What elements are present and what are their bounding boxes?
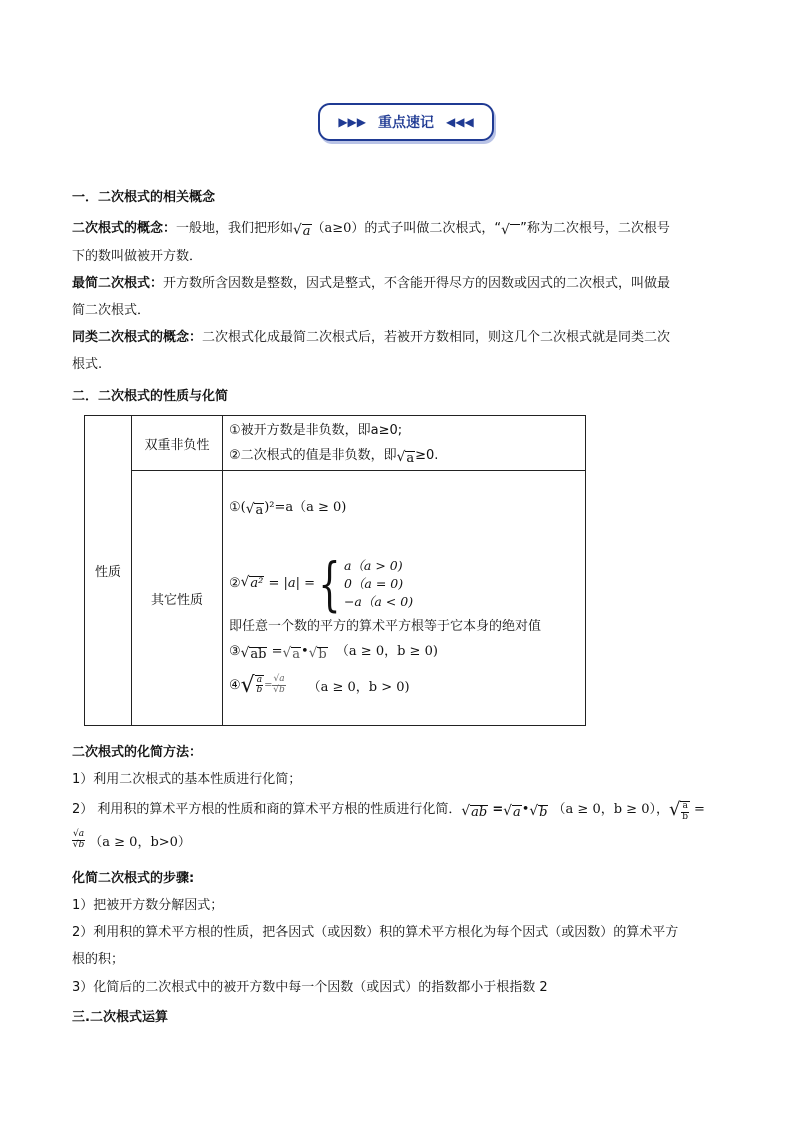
similar-label: 同类二次根式的概念： xyxy=(72,330,203,345)
method-heading: 二次根式的化简方法： xyxy=(72,745,203,760)
method2-line2: $\frac{√a}{√b}$ （a ≥ 0，b>0） xyxy=(72,829,191,850)
similar-text: 二次根式化成最简二次根式后，若被开方数相同，则这几个二次根式就是同类二次 xyxy=(202,330,671,345)
simplest-text: 开方数所含因数是整数，因式是整式，不含能开得尽方的因数或因式的二次根式，叫做最 xyxy=(163,276,671,291)
section1-heading: 一．二次根式的相关概念 xyxy=(72,190,216,205)
left-arrows-icon: ◀◀◀ xyxy=(446,115,474,129)
badge-title: 重点速记 xyxy=(378,115,434,131)
step2-line1: 2）利用积的算术平方根的性质，把各因式（或因数）积的算术平方根化为每个因式（或因数）的算术平方 xyxy=(72,925,679,940)
row1-item2: ②二次根式的值是非负数，即 √ a ≥0. xyxy=(229,448,439,466)
similar-line1 xyxy=(72,326,670,345)
concept-text1: 一般地，我们把形如 xyxy=(176,221,294,236)
similar-line2: 根式. xyxy=(72,357,103,372)
method1: 1）利用二次根式的基本性质进行化简； xyxy=(72,772,302,787)
row1-content xyxy=(223,416,586,471)
row2-label: 其它性质 xyxy=(132,471,223,726)
cases: a（a > 0) 0（a = 0) −a（a < 0) xyxy=(343,557,414,609)
right-arrows-icon: ▶▶▶ xyxy=(338,115,366,129)
property-3: ③ √ ab = √ a • √ b （a ≥ 0，b ≥ 0) xyxy=(229,643,438,662)
step2-line2: 根的积； xyxy=(72,952,125,967)
section-badge xyxy=(318,103,494,141)
property-4: ④ √ $\frac{a}{b}$ = $\frac{√a}{√b}$ （a ≥ 0，b > 0) xyxy=(229,672,410,698)
method2-line1: 2） 利用积的算术平方根的性质和商的算术平方根的性质进行化简． √ ab = √ a • √ b （a ≥ 0，b ≥ 0）， √ $\frac{a}{b}$ = xyxy=(72,799,705,822)
concept-line2: 下的数叫做被开方数． xyxy=(72,249,203,264)
table-col-label: 性质 xyxy=(85,416,132,726)
section2-heading: 二．二次根式的性质与化简 xyxy=(72,389,229,404)
radical-symbol: √ xyxy=(501,224,520,239)
sqrt-a: √ a xyxy=(293,222,311,239)
left-brace-icon: { xyxy=(318,549,341,618)
property-2: ② √ a² = |a| = { a（a > 0) 0（a = 0) −a（a < 0) xyxy=(229,549,414,618)
concept-text2: 的式子叫做二次根式，“ xyxy=(364,221,502,236)
row1-item1: ①被开方数是非负数，即a≥0; xyxy=(229,423,403,438)
simplest-line2: 简二次根式． xyxy=(72,303,151,318)
property-2-note: 即任意一个数的平方的算术平方根等于它本身的绝对值 xyxy=(229,618,542,634)
steps-heading: 化简二次根式的步骤: xyxy=(72,871,195,886)
simplest-label: 最简二次根式： xyxy=(72,276,164,291)
concept-line1 xyxy=(72,217,670,239)
row2-content xyxy=(223,471,586,726)
properties-table xyxy=(84,415,586,726)
step3: 3）化简后的二次根式中的被开方数中每一个因数（或因式）的指数都小于根指数 2 xyxy=(72,980,548,995)
section3-heading: 三.二次根式运算 xyxy=(72,1010,168,1025)
step1: 1）把被开方数分解因式； xyxy=(72,898,224,913)
concept-label: 二次根式的概念： xyxy=(72,221,177,236)
property-1: ①( √ a )²=a（a ≥ 0) xyxy=(229,499,347,518)
simplest-line1 xyxy=(72,272,670,291)
concept-text3: ”称为二次根号，二次根号 xyxy=(520,221,670,236)
concept-cond: （a≥0） xyxy=(311,221,365,236)
row1-label: 双重非负性 xyxy=(132,416,223,471)
